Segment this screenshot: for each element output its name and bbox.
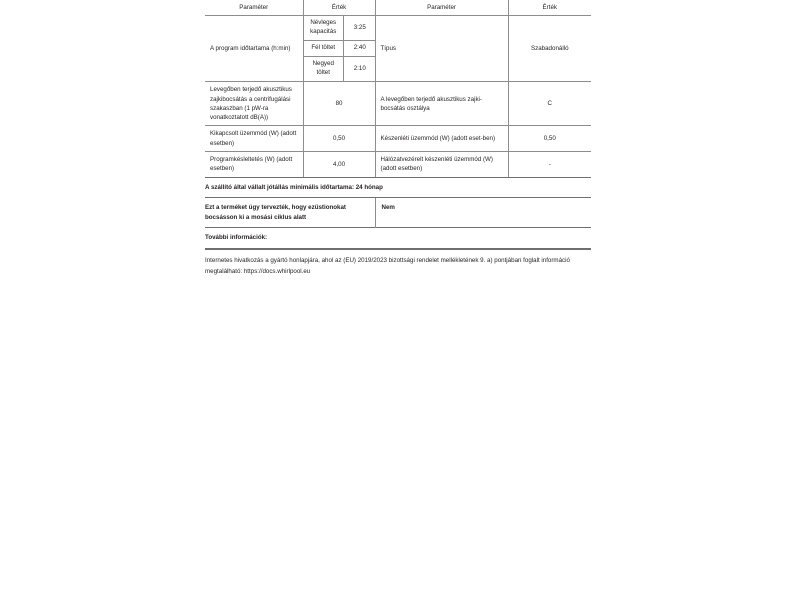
further-info-band: További információk: [205, 228, 591, 249]
table-row [205, 152, 591, 178]
silver-ion-statement: Ezt a terméket úgy tervezték, hogy ezüstionokat bocsásson ki a mosási ciklus alatt [205, 198, 375, 228]
subrow-value: 2:10 [353, 64, 366, 72]
cell-standby-mode-label: Készenléti üzemmód (W) (adott eset-ben) [375, 126, 508, 152]
table-header-row [205, 0, 591, 16]
program-duration-subtable [304, 16, 376, 81]
cell-standby-mode-value: 0,50 [508, 126, 591, 152]
subrow-rated-capacity [304, 16, 376, 40]
cell-type-label: Típus [375, 16, 508, 82]
header-value-left: Érték [303, 0, 375, 16]
table-row [205, 16, 591, 82]
cell-noise-class-value: C [508, 82, 591, 126]
header-value-right: Érték [508, 0, 591, 16]
cell-networked-standby-value: - [508, 152, 591, 178]
header-parameter-left: Paraméter [205, 0, 303, 16]
warranty-band: A szállító által vállalt jótállás minimális időtartama: 24 hónap [205, 178, 591, 199]
subrow-label: Fél töltet [304, 41, 344, 57]
table-row [205, 126, 591, 152]
cell-program-duration-subtable [303, 16, 375, 82]
cell-noise-emission-label: Levegőben terjedő akusztikus zajkibocsátás a centrifugálási szakaszban (1 pW-ra vonatkoztatott dB(A)) [205, 82, 303, 126]
cell-type-value: Szabadonálló [508, 16, 591, 82]
subrow-label: Névleges kapacitás [304, 16, 344, 40]
silver-ion-row [205, 198, 591, 228]
product-fiche-sheet [205, 0, 591, 278]
subrow-half-load [304, 41, 376, 57]
cell-program-duration-label: A program időtartama (h:min) [205, 16, 303, 82]
cell-noise-emission-value: 80 [303, 82, 375, 126]
subrow-value: 2:40 [344, 41, 376, 57]
table-row [205, 82, 591, 126]
specification-table [205, 0, 591, 178]
subrow-value: 3:25 [344, 16, 376, 40]
silver-ion-statement-row [205, 198, 591, 228]
cell-networked-standby-label: Hálózatvezérelt készenléti üzemmód (W) (adott esetben) [375, 152, 508, 178]
subrow-quarter-load [304, 57, 376, 81]
footnote-text: Internetes hivatkozás a gyártó honlapjára, ahol az (EU) 2019/2023 bizottsági rendelet mellékletének 9. a) pontjában foglalt információ megtalálható: https://docs.whirlpool.eu [205, 249, 591, 278]
silver-ion-answer: Nem [381, 204, 395, 212]
cell-delay-start-label: Programkésleltetés (W) (adott esetben) [205, 152, 303, 178]
subrow-label: Negyed töltet [304, 57, 344, 81]
cell-off-mode-label: Kikapcsolt üzemmód (W) (adott esetben) [205, 126, 303, 152]
header-parameter-right: Paraméter [375, 0, 508, 16]
cell-noise-class-label: A levegőben terjedő akusztikus zajki-bocsátás osztálya [375, 82, 508, 126]
cell-delay-start-value: 4,00 [303, 152, 375, 178]
cell-off-mode-value: 0,50 [303, 126, 375, 152]
